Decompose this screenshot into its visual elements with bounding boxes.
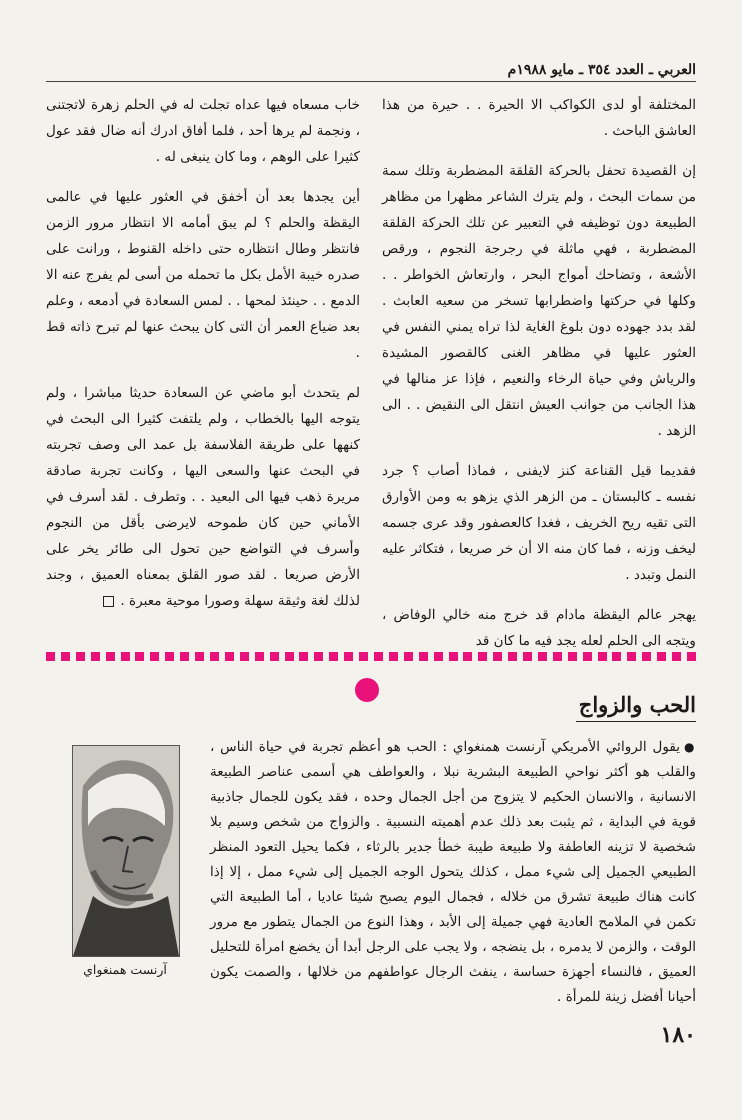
portrait-icon — [73, 746, 179, 956]
divider-square — [314, 652, 323, 661]
divider-square — [195, 652, 204, 661]
pink-dotted-divider — [46, 650, 696, 662]
divider-square — [225, 652, 234, 661]
bullet-icon: ● — [684, 740, 696, 754]
divider-square — [46, 652, 55, 661]
divider-square — [180, 652, 189, 661]
divider-square — [657, 652, 666, 661]
divider-square — [255, 652, 264, 661]
end-mark-icon — [103, 596, 114, 607]
divider-square — [404, 652, 413, 661]
divider-square — [449, 652, 458, 661]
divider-square — [389, 652, 398, 661]
paragraph: إن القصيدة تحفل بالحركة القلقة المضطربة وتلك سمة من سمات البحث ، ولم يترك الشاعر مظهرا من مظاهر الطبيعة دون توظيفه في التعبير عن تلك الحركة القلقة المضطربة ، فهي ماثلة في رجرجة النجوم ، ورقص الأشعة ، وتضاحك أمواج البحر ، وارتعاش الخواطر . . وكلها في حركتها واضطرابها تسخر من سعيه العابث . لقد بدد جهوده دون بلوغ الغاية لذا تراه يمني النفس في العثور عليها في مظاهر الغنى كالقصور المشيدة والرياش وفي حياة الرخاء والنعيم ، فإذا عز منالها في هذا الجانب من جوانب العيش انتقل الى النقيض . . الى الزهد . — [382, 163, 696, 439]
divider-square — [612, 652, 621, 661]
running-head: العربي ـ العدد ٣٥٤ ـ مايو ١٩٨٨م — [46, 62, 696, 82]
page-header — [46, 62, 696, 82]
photo-caption: آرنست همنغواي — [83, 962, 167, 977]
divider-square — [508, 652, 517, 661]
divider-square — [523, 652, 532, 661]
divider-square — [329, 652, 338, 661]
divider-square — [598, 652, 607, 661]
author-photo — [72, 745, 180, 957]
divider-square — [165, 652, 174, 661]
divider-square — [270, 652, 279, 661]
divider-square — [135, 652, 144, 661]
divider-square — [121, 652, 130, 661]
article-body — [210, 735, 696, 1010]
paragraph: المختلفة أو لدى الكواكب الا الحيرة . . حيرة من هذا العاشق الباحث . — [382, 97, 696, 139]
divider-square — [568, 652, 577, 661]
divider-square — [374, 652, 383, 661]
divider-square — [91, 652, 100, 661]
divider-square — [419, 652, 428, 661]
divider-square — [359, 652, 368, 661]
text-columns — [46, 92, 696, 649]
right-column — [382, 92, 696, 649]
divider-square — [150, 652, 159, 661]
divider-square — [642, 652, 651, 661]
divider-square — [61, 652, 70, 661]
paragraph: خاب مسعاه فيها عداه تجلت له في الحلم زهرة لاتجتنى ، ونجمة لم يرها أحد ، فلما أفاق ادرك أنه ضال فقد عول كثيرا على الوهم ، وما كان ينبغى له . — [46, 97, 360, 165]
divider-square — [76, 652, 85, 661]
article-paragraph — [210, 735, 696, 1010]
paragraph-text: لم يتحدث أبو ماضي عن السعادة حديثا مباشرا ، ولم يتوجه اليها بالخطاب ، ولم يلتفت كثيرا الى البحث في كنهها على طريقة الفلاسفة بل عمد الى وصف تجربته في البحث عنها والسعى اليها ، وكانت تجربة صادقة مريرة ذهب فيها الى البعيد . . وتطرف . لقد أسرف في الأماني حين كان طموحه لايرضى بأقل من النجوم وأسرف في التواضع حين تحول الى طائر يخر على الأرض صريعا . لقد صور القلق بمعناه العميق ، وجند لذلك لغة وثيقة سهلة وصورا موحية معبرة . — [46, 385, 360, 609]
divider-square — [553, 652, 562, 661]
section-title: الحب والزواج — [576, 692, 696, 722]
paragraph-last — [46, 380, 360, 614]
divider-square — [583, 652, 592, 661]
divider-square — [299, 652, 308, 661]
divider-square — [478, 652, 487, 661]
paragraph: يهجر عالم اليقظة مادام قد خرج منه خالي الوفاض ، ويتجه الى الحلم لعله يجد فيه ما كان قد — [382, 607, 696, 649]
paragraph: أين يجدها بعد أن أخفق في العثور عليها في عالمى اليقظة والحلم ؟ لم يبق أمامه الا انتظار مرور الزمن فانتظر وطال انتظاره حتى داخله القنوط ، ورانت على صدره خيبة الأمل بكل ما تحمله من أسى لم يفرج عنه الا الدمع . . حينئذ لمحها . . لمس السعادة في أدمعه ، وعلم بعد ضياع العمر أن التى كان يبحث عنها لم تبرح ذاته قط . — [46, 189, 360, 361]
article-text: يقول الروائي الأمريكي آرنست همنغواي : الحب هو أعظم تجربة في حياة الناس ، والقلب هو أكثر نواحي الطبيعة البشرية نبلا ، والعواطف هي أسمى عناصر الطبيعة الانسانية ، والانسان الحكيم لا يتزوج من أجل الجمال وحده ، فقد يكون للجمال جاذبية قوية في البداية ، ثم يثبت بعد ذلك عدم أهميته النسبية . والزواج من شخص وسيم بلا شخصية لا تزينه العاطفة ولا طبيعة طيبة خطأ جدير بالرثاء ، فكما يحيل التعود المنظر الطبيعي الجميل إلى شيء ممل ، كذلك يتحول الوجه الجميل إلى شيء ممل ، إلا إذا كانت هناك طبيعة تشرق من خلاله ، فجمال اليوم يصبح شيئا عاديا ، أما الطبيعة التي تكمن في الملامح العادية فهي جميلة إلى الأبد ، وهذا النوع من الجمال يتطور مع مرور الوقت ، والزمن لا يدمره ، بل ينضجه ، ولا يجب على الرجل أبدا أن يخضع امرأة للتحليل العميق ، فالنساء أجهزة حساسة ، ينفث الرجال عواطفهم من خلالها ، والصمت يكون أحيانا أفضل زينة للمرأة . — [210, 739, 696, 1005]
divider-square — [538, 652, 547, 661]
divider-square — [344, 652, 353, 661]
section-dot-icon — [355, 678, 379, 702]
divider-square — [672, 652, 681, 661]
paragraph: فقديما قيل القناعة كنز لايفنى ، فماذا أصاب ؟ جرد نفسه ـ كالبستان ـ من الزهر الذي يزهو به ومن الأوارق التى تقيه ريح الخريف ، فغدا كالعصفور وقد عرى جسمه ليخف وزنه ، فما كان منه الا أن خر صريعا ، فتكاثر عليه النمل وتبدد . — [382, 463, 696, 583]
page-number: ١٨٠ — [660, 1022, 696, 1048]
divider-square — [106, 652, 115, 661]
divider-square — [240, 652, 249, 661]
left-column — [46, 92, 360, 632]
divider-square — [493, 652, 502, 661]
divider-square — [210, 652, 219, 661]
divider-square — [434, 652, 443, 661]
divider-square — [687, 652, 696, 661]
divider-square — [627, 652, 636, 661]
divider-square — [463, 652, 472, 661]
divider-square — [285, 652, 294, 661]
